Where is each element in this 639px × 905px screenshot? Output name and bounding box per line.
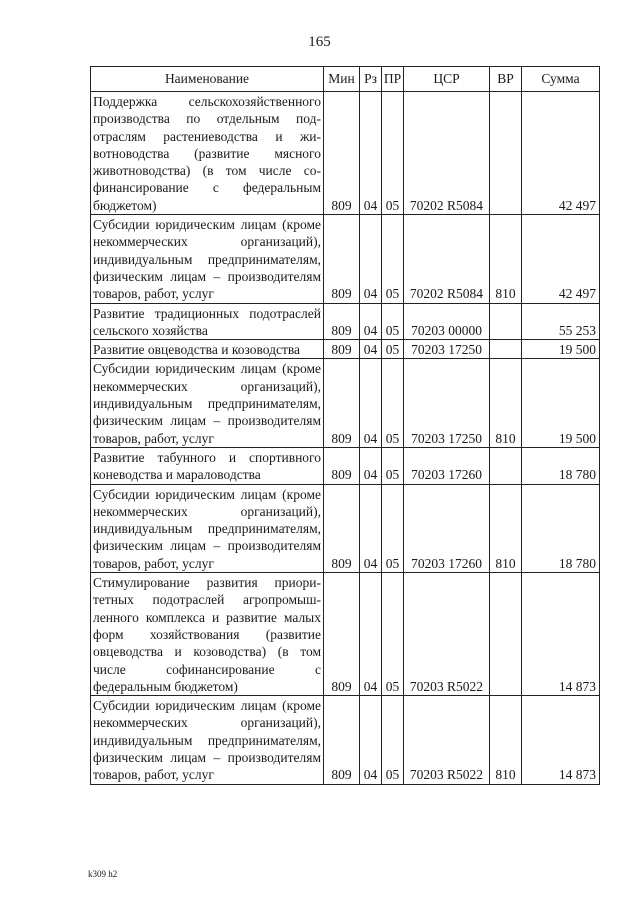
table-row: [91, 92, 600, 215]
row-vr: [490, 340, 522, 359]
table-row: [91, 303, 600, 340]
row-rz: 04: [360, 340, 382, 359]
row-rz: 04: [360, 447, 382, 484]
row-pr: 05: [382, 484, 404, 572]
row-csr: 70203 17250: [404, 340, 490, 359]
row-vr: 810: [490, 359, 522, 447]
row-min: 809: [324, 303, 360, 340]
row-vr: [490, 303, 522, 340]
row-min: 809: [324, 359, 360, 447]
row-rz: 04: [360, 359, 382, 447]
header-sum: Сумма: [522, 67, 600, 92]
row-sum: 18 780: [522, 484, 600, 572]
row-name: Субсидии юридическим лицам (кроме некоммерческих организаций), индивидуальным предпринимателям, физическим лицам – производителям товаров, работ, услуг: [91, 359, 324, 447]
table-row: [91, 447, 600, 484]
budget-table: [90, 66, 600, 785]
row-name: Субсидии юридическим лицам (кроме некоммерческих организаций), индивидуальным предпринимателям, физическим лицам – производителям товаров, работ, услуг: [91, 484, 324, 572]
row-pr: 05: [382, 359, 404, 447]
row-pr: 05: [382, 215, 404, 303]
row-sum: 18 780: [522, 447, 600, 484]
table-row: [91, 340, 600, 359]
row-sum: 42 497: [522, 215, 600, 303]
row-csr: 70202 R5084: [404, 215, 490, 303]
row-min: 809: [324, 447, 360, 484]
row-csr: 70203 R5022: [404, 696, 490, 784]
row-csr: 70203 R5022: [404, 573, 490, 696]
row-sum: 14 873: [522, 696, 600, 784]
row-rz: 04: [360, 696, 382, 784]
row-vr: 810: [490, 484, 522, 572]
header-name: Наименование: [91, 67, 324, 92]
row-min: 809: [324, 215, 360, 303]
row-min: 809: [324, 92, 360, 215]
table-row: [91, 359, 600, 447]
row-vr: [490, 92, 522, 215]
table-row: [91, 573, 600, 696]
row-vr: [490, 447, 522, 484]
row-rz: 04: [360, 92, 382, 215]
row-rz: 04: [360, 303, 382, 340]
row-name: Субсидии юридическим лицам (кроме некоммерческих организаций), индивидуальным предпринимателям, физическим лицам – производителям товаров, работ, услуг: [91, 215, 324, 303]
row-name: Субсидии юридическим лицам (кроме некоммерческих организаций), индивидуальным предпринимателям, физическим лицам – производителям товаров, работ, услуг: [91, 696, 324, 784]
row-min: 809: [324, 573, 360, 696]
row-csr: 70202 R5084: [404, 92, 490, 215]
row-pr: 05: [382, 696, 404, 784]
row-sum: 55 253: [522, 303, 600, 340]
row-min: 809: [324, 484, 360, 572]
row-sum: 42 497: [522, 92, 600, 215]
row-min: 809: [324, 696, 360, 784]
row-rz: 04: [360, 573, 382, 696]
table-row: [91, 696, 600, 784]
row-pr: 05: [382, 340, 404, 359]
row-csr: 70203 00000: [404, 303, 490, 340]
table-row: [91, 484, 600, 572]
row-sum: 14 873: [522, 573, 600, 696]
table-row: [91, 215, 600, 303]
header-pr: ПР: [382, 67, 404, 92]
row-vr: 810: [490, 696, 522, 784]
row-name: Развитие табунного и спортивного коневодства и мараловодства: [91, 447, 324, 484]
row-vr: 810: [490, 215, 522, 303]
row-rz: 04: [360, 215, 382, 303]
row-sum: 19 500: [522, 340, 600, 359]
row-csr: 70203 17260: [404, 484, 490, 572]
row-name: Развитие овцеводства и козоводства: [91, 340, 324, 359]
row-vr: [490, 573, 522, 696]
header-vr: ВР: [490, 67, 522, 92]
header-min: Мин: [324, 67, 360, 92]
row-sum: 19 500: [522, 359, 600, 447]
row-min: 809: [324, 340, 360, 359]
table-header-row: [91, 67, 600, 92]
row-rz: 04: [360, 484, 382, 572]
row-pr: 05: [382, 447, 404, 484]
header-rz: Рз: [360, 67, 382, 92]
row-pr: 05: [382, 92, 404, 215]
footer-code: k309 h2: [88, 869, 118, 879]
row-name: Поддержка сельскохозяйственного производства по отдельным подотраслям растениеводства и животноводства (развитие мясного животноводства) (в том числе софинансирование с федеральным бюджетом): [91, 92, 324, 215]
header-csr: ЦСР: [404, 67, 490, 92]
row-pr: 05: [382, 303, 404, 340]
row-csr: 70203 17260: [404, 447, 490, 484]
row-pr: 05: [382, 573, 404, 696]
row-csr: 70203 17250: [404, 359, 490, 447]
page-number: 165: [308, 34, 331, 50]
row-name: Развитие традиционных подотраслей сельского хозяйства: [91, 303, 324, 340]
row-name: Стимулирование развития приоритетных подотраслей агропромышленного комплекса и развитие малых форм хозяйствования (развитие овцеводства и козоводства) (в том числе софинансирование с федеральным бюджетом): [91, 573, 324, 696]
